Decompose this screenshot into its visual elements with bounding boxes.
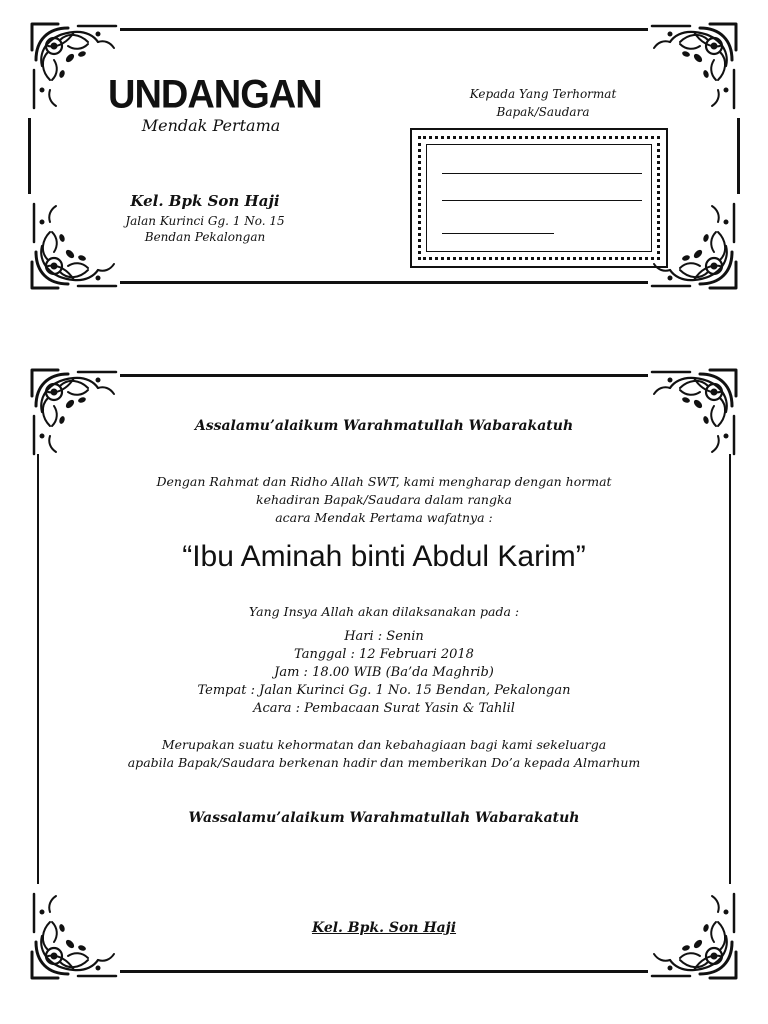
recipient-heading-line: Bapak/Saudara	[496, 105, 590, 119]
closing-line: apabila Bapak/Saudara berkenan hadir dan memberikan Do’a kepada Almarhum	[127, 755, 641, 770]
ornament-corner-icon	[648, 890, 740, 982]
envelope-bottom-border	[120, 281, 648, 284]
address-box-dotted-border	[418, 136, 660, 260]
recipient-address-box	[410, 128, 668, 268]
closing-greeting: Wassalamu’alaikum Warahmatullah Wabarakatuh	[188, 810, 580, 826]
recipient-heading-line: Kepada Yang Terhormat	[469, 87, 617, 101]
sender-address-line: Bendan Pekalongan	[144, 230, 266, 244]
invitation-bottom-border	[120, 970, 648, 973]
invitation-top-border	[120, 374, 648, 377]
intro-line: kehadiran Bapak/Saudara dalam rangka	[256, 492, 512, 507]
ornament-corner-icon	[28, 20, 120, 112]
intro-line: acara Mendak Pertama wafatnya :	[275, 510, 493, 525]
sender-address-line: Jalan Kurinci Gg. 1 No. 15	[125, 214, 285, 228]
invitation-title: UNDANGAN	[108, 72, 322, 118]
envelope-top-border	[120, 28, 648, 31]
ornament-corner-icon	[648, 20, 740, 112]
event-time: Jam : 18.00 WIB (Ba’da Maghrib)	[274, 665, 494, 680]
ornament-corner-icon	[28, 366, 120, 458]
deceased-name: “Ibu Aminah binti Abdul Karim”	[182, 540, 586, 573]
sender-address	[100, 213, 310, 245]
invitation-subtitle: Mendak Pertama	[141, 116, 281, 135]
event-program: Acara : Pembacaan Surat Yasin & Tahlil	[253, 701, 515, 716]
invitation-left-border	[37, 454, 39, 884]
envelope-right-border	[737, 118, 740, 194]
envelope-card	[0, 0, 768, 300]
closing-line: Merupakan suatu kehormatan dan kebahagiaan bagi kami sekeluarga	[161, 737, 607, 752]
event-details	[60, 628, 708, 718]
invitation-card	[0, 360, 768, 1024]
invitation-right-border	[729, 454, 731, 884]
sender-name: Kel. Bpk Son Haji	[130, 192, 280, 210]
recipient-heading	[440, 85, 646, 121]
address-blank-line[interactable]	[442, 200, 642, 201]
event-day: Hari : Senin	[344, 629, 424, 644]
closing-paragraph	[60, 736, 708, 772]
event-date: Tanggal : 12 Februari 2018	[294, 647, 474, 662]
signature: Kel. Bpk. Son Haji	[311, 920, 457, 936]
address-box-inner-border	[426, 144, 652, 252]
address-blank-line[interactable]	[442, 173, 642, 174]
ornament-corner-icon	[648, 366, 740, 458]
event-intro: Yang Insya Allah akan dilaksanakan pada :	[248, 604, 520, 619]
ornament-corner-icon	[28, 890, 120, 982]
event-place: Tempat : Jalan Kurinci Gg. 1 No. 15 Bendan, Pekalongan	[197, 683, 571, 698]
envelope-left-border	[28, 118, 31, 194]
address-blank-line[interactable]	[442, 233, 554, 234]
intro-line: Dengan Rahmat dan Ridho Allah SWT, kami mengharap dengan hormat	[156, 474, 612, 489]
opening-greeting: Assalamu’alaikum Warahmatullah Wabarakatuh	[194, 418, 574, 434]
intro-paragraph	[60, 473, 708, 527]
